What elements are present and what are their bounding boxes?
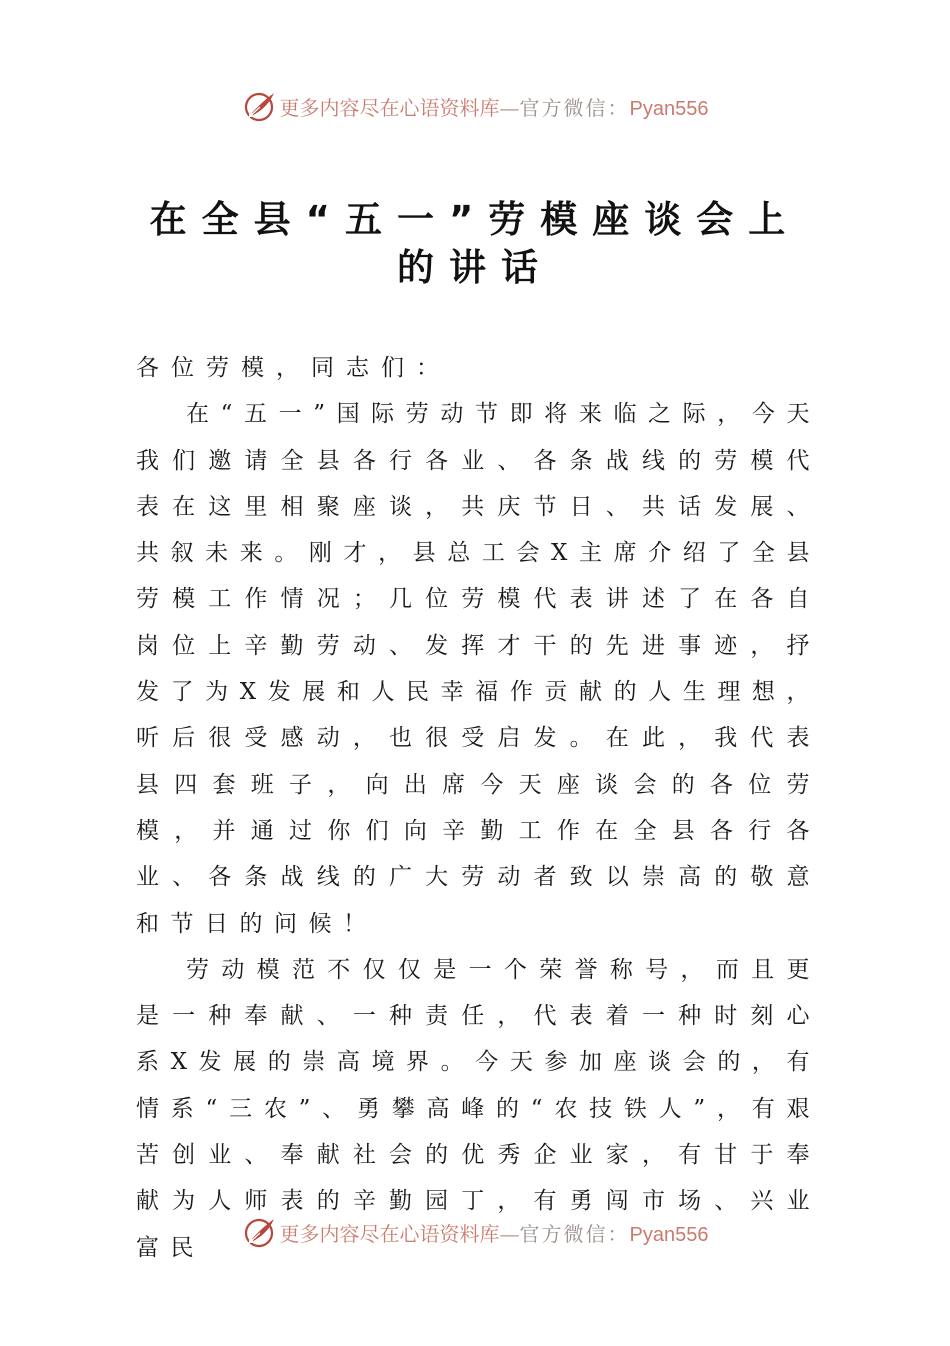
watermark-text — [280, 92, 709, 121]
watermark-id: Pyan556 — [629, 1223, 709, 1246]
title-line-2: 的讲话 — [397, 246, 553, 289]
header-watermark — [0, 86, 950, 126]
watermark-brand: 更多内容尽在心语资料库 — [279, 95, 500, 120]
title-line-1: 在全县“五一”劳模座谈会上 — [149, 198, 801, 241]
watermark-separator: — — [499, 95, 520, 120]
paragraph: 在“五一”国际劳动节即将来临之际，今天我们邀请全县各行各业、各条战线的劳模代表在这里相聚座谈，共庆节日、共话发展、共叙未来。刚才，县总工会X主席介绍了全县劳模工作情况；几位劳模代表讲述了在各自岗位上辛勤劳动、发挥才干的先进事迹，抒发了为X发展和人民幸福作贡献的人生理想，听后很受感动，也很受启发。在此，我代表县四套班子，向出席今天座谈会的各位劳模，并通过你们向辛勤工作在全县各行各业、各条战线的广大劳动者致以崇高的敬意和节日的问候！ — [136, 401, 821, 937]
greeting: 各位劳模，同志们： — [136, 355, 451, 381]
document-body — [136, 345, 821, 1271]
watermark-separator: — — [499, 1221, 520, 1246]
watermark-brand: 更多内容尽在心语资料库 — [279, 1221, 500, 1246]
document-title — [120, 196, 830, 292]
watermark-label: 官方微信： — [519, 95, 630, 120]
watermark-id: Pyan556 — [629, 97, 709, 120]
paragraph: 劳动模范不仅仅是一个荣誉称号，而且更是一种奉献、一种责任，代表着一种时刻心系X发展的崇高境界。今天参加座谈会的，有情系“三农”、勇攀高峰的“农技铁人”，有艰苦创业、奉献社会的优秀企业家，有甘于奉献为人师表的辛勤园丁，有勇闯市场、兴业富民 — [136, 956, 821, 1261]
watermark-label: 官方微信： — [519, 1221, 630, 1246]
quill-logo-icon — [242, 1214, 278, 1250]
footer-watermark — [0, 1212, 950, 1252]
watermark-text — [280, 1218, 709, 1247]
quill-logo-icon — [242, 88, 278, 124]
